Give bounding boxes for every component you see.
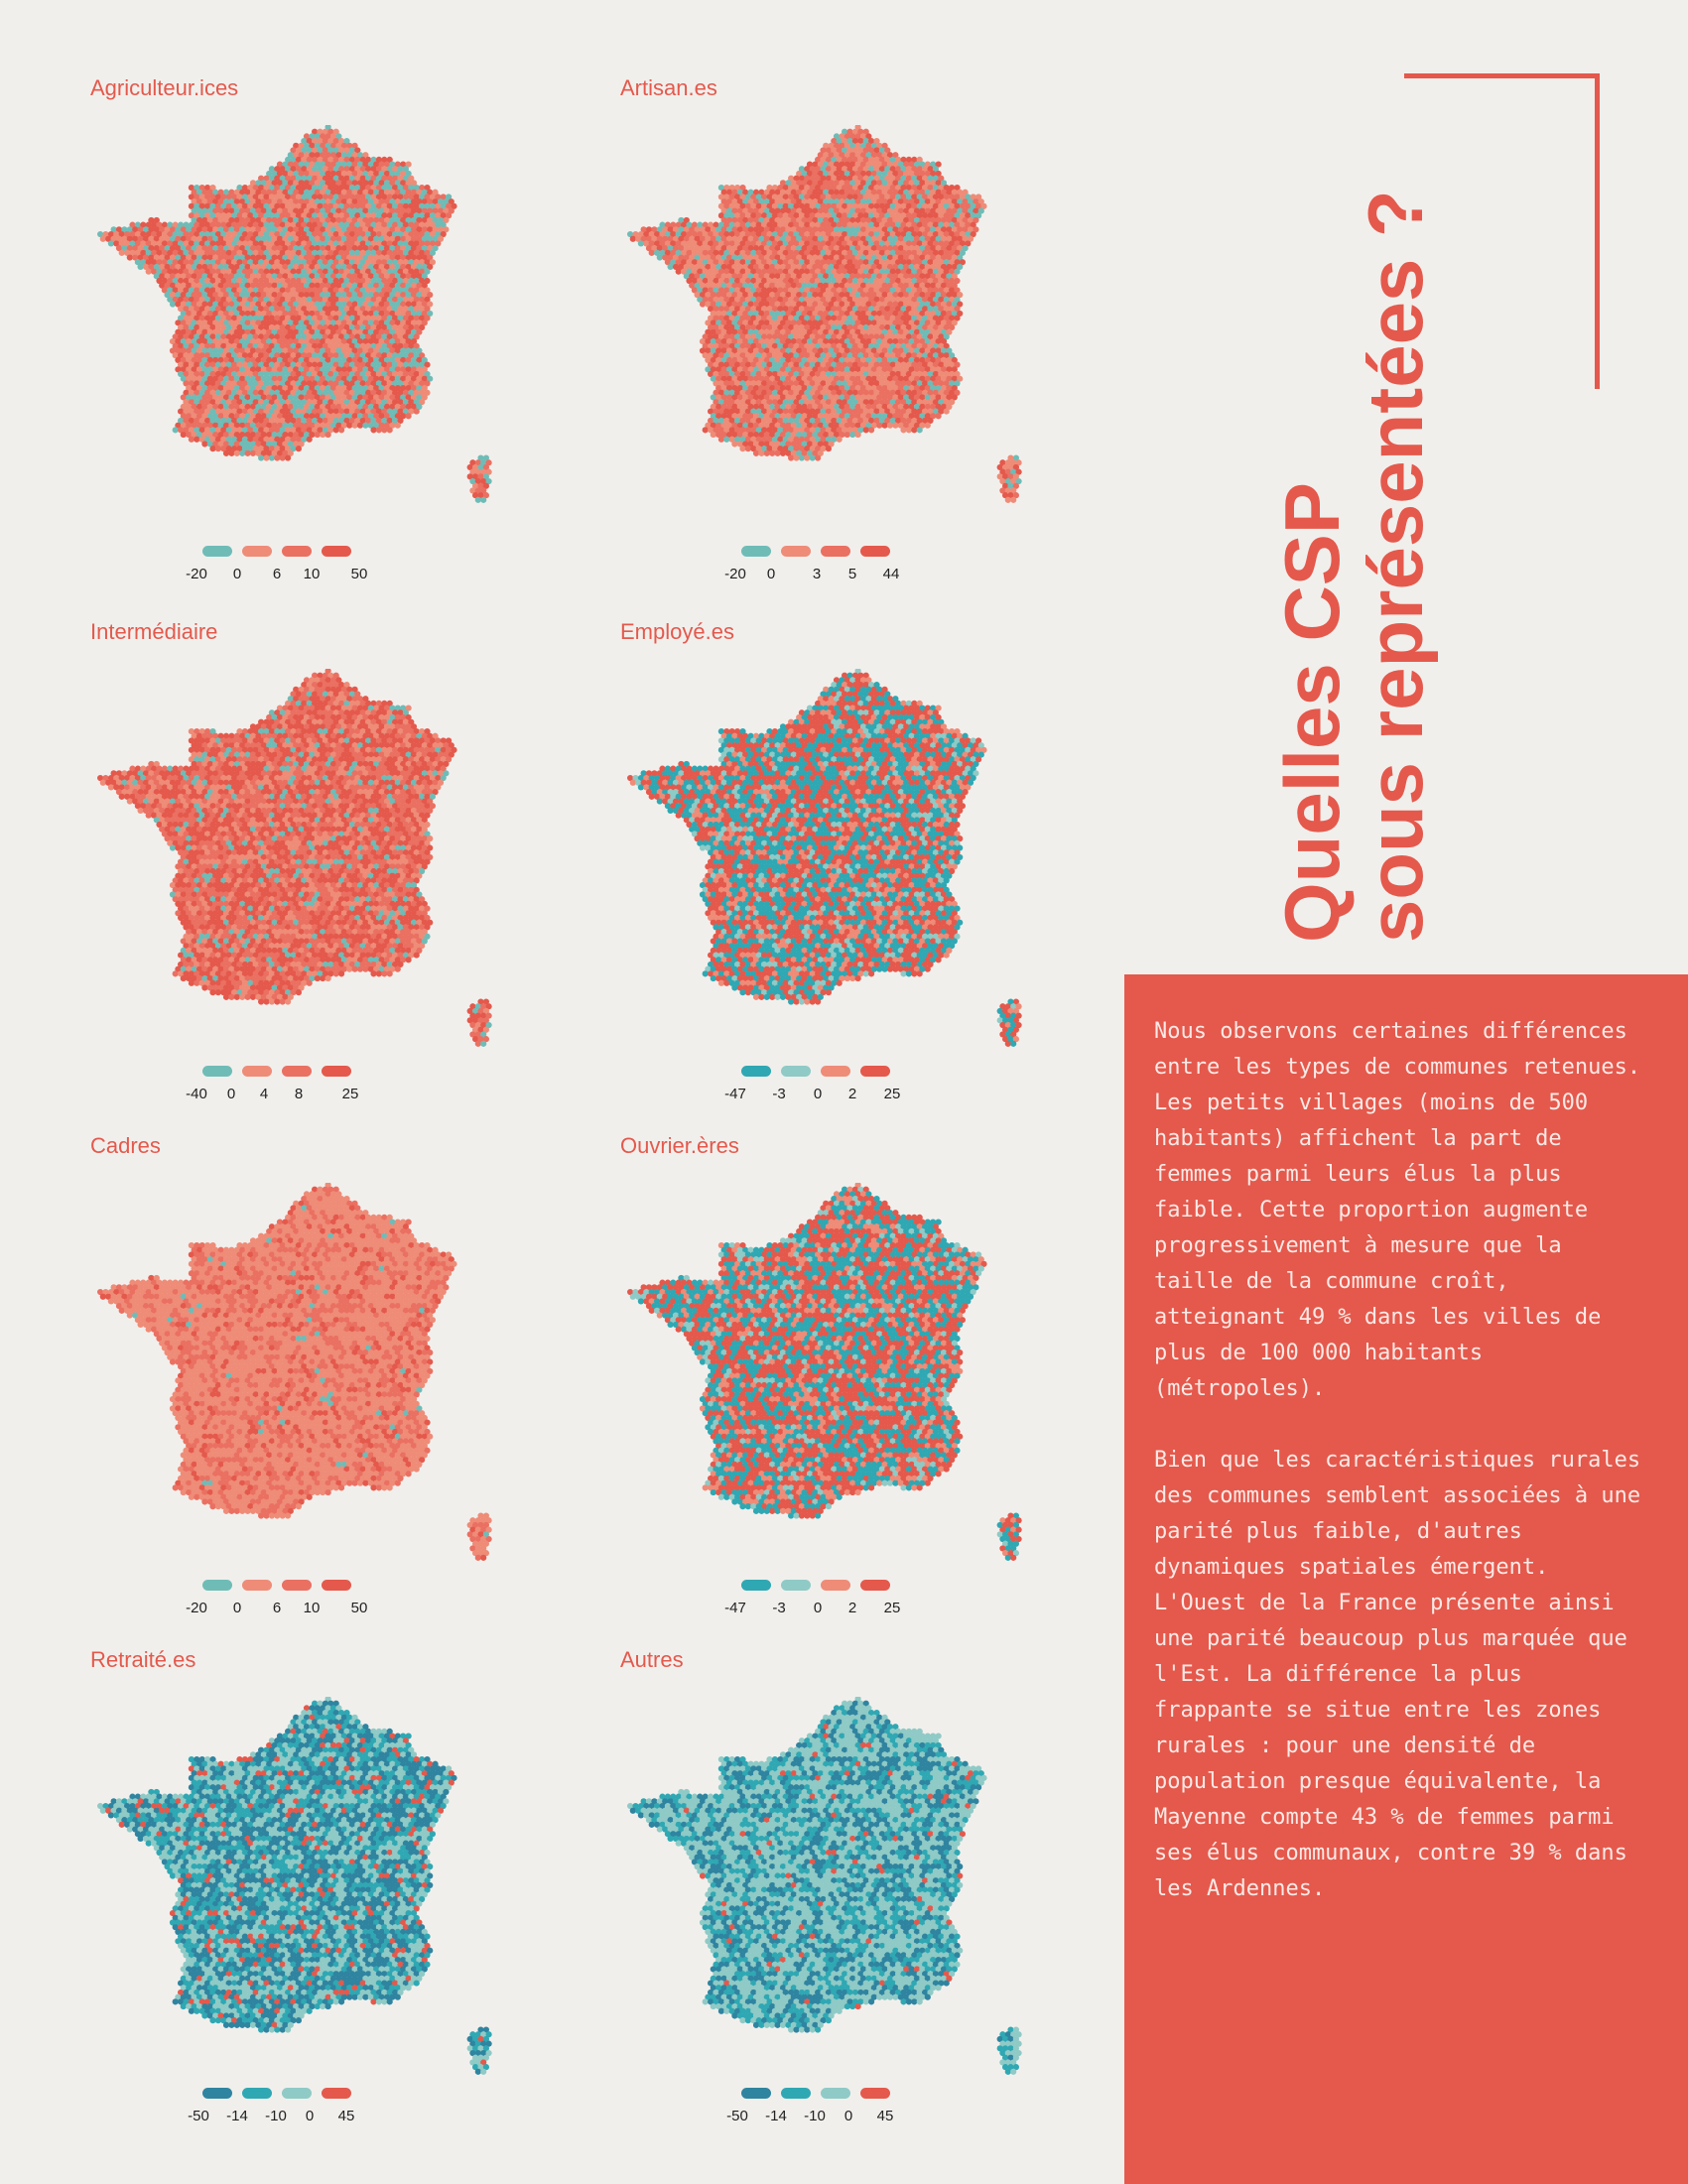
hex-cell	[668, 264, 674, 270]
hex-cell	[285, 454, 291, 460]
legend-tick: 0	[233, 566, 241, 582]
hex-cell	[250, 450, 256, 456]
hex-cell	[138, 264, 144, 270]
hex-cell	[387, 427, 393, 433]
legend-swatch	[282, 546, 312, 557]
hex-cell	[381, 427, 387, 433]
hex-cell	[173, 427, 179, 433]
hex-cell	[480, 497, 486, 503]
hex-cell	[700, 301, 706, 307]
hex-cell	[357, 423, 363, 429]
hex-cell	[676, 269, 682, 275]
hex-cell	[333, 427, 339, 433]
legend-tick: -20	[186, 566, 207, 582]
hex-cell	[194, 437, 199, 443]
hex-cell	[170, 301, 176, 307]
hex-cell	[362, 423, 368, 429]
hex-cell	[657, 254, 663, 260]
map-title: Agriculteur.ices	[90, 75, 238, 101]
hex-cell	[245, 450, 251, 456]
france-hex-map	[90, 125, 527, 552]
hex-cell	[296, 446, 302, 451]
hex-cell	[223, 450, 229, 456]
hex-cell	[414, 408, 420, 414]
hex-cell	[280, 454, 286, 460]
hex-cell	[146, 269, 152, 275]
hex-cell	[338, 427, 344, 433]
hex-cell	[346, 423, 352, 429]
hex-cell	[395, 423, 401, 429]
hex-cell	[239, 450, 245, 456]
hex-cell	[108, 240, 114, 246]
map-panel-agriculteurs	[90, 75, 606, 591]
hex-cell	[181, 432, 187, 438]
legend-swatch	[202, 546, 232, 557]
france-hex-map	[620, 125, 1057, 552]
hex-cell	[352, 423, 358, 429]
paragraph-2: Bien que les caractéristiques rurales des communes semblent associées à une parité plus faible, d'autres dynamiques spatiales émergent. L'Ouest de la France présente ainsi une parité beaucoup plus marquée que l'Est. La différence la plus frappante se situe entre les zones rurales : pour une densité de population presque équivalente, la Mayenne compte 43 % de femmes parmi ses élus communaux, contre 39 % dans les Ardennes.	[1154, 1443, 1650, 1907]
hex-cell	[320, 432, 325, 438]
legend-swatch	[322, 546, 351, 557]
legend-tick: 6	[273, 566, 281, 582]
hex-cell	[638, 240, 644, 246]
hex-cell	[234, 450, 240, 456]
hex-cell	[325, 432, 331, 438]
hex-cell	[630, 236, 636, 242]
map-panel-artisans	[620, 75, 1136, 591]
map-title: Artisan.es	[620, 75, 717, 101]
hex-cell	[370, 427, 376, 433]
hex-cell	[127, 254, 133, 260]
hex-cell	[269, 454, 275, 460]
hex-cell	[263, 454, 269, 460]
hex-cell	[475, 497, 481, 503]
hex-cell	[228, 450, 234, 456]
hex-cell	[258, 454, 264, 460]
headline-line-2: sous représentées ?	[1354, 50, 1437, 943]
corner-bracket-decoration	[1404, 73, 1600, 389]
paragraph-1: Nous observons certaines différences entre les types de communes retenues. Les petits villages (moins de 500 habitants) affichent la part de femmes parmi leurs élus la plus faible. Cette proportion augmente progressivement à mesure que la taille de la commune croît, atteignant 49 % dans les villes de plus de 100 000 habitants (métropoles).	[1154, 1014, 1650, 1407]
legend-tick: 10	[304, 566, 321, 582]
hex-cell	[315, 432, 321, 438]
legend-swatch	[242, 546, 272, 557]
hex-cell	[119, 250, 125, 256]
hex-cell	[274, 454, 280, 460]
legend-tick: 50	[351, 566, 368, 582]
hex-cell	[201, 441, 207, 447]
headline-line-1: Quelles CSP	[1270, 50, 1354, 943]
hex-cell	[376, 427, 382, 433]
hex-cell	[649, 250, 655, 256]
hex-cell	[406, 413, 412, 419]
hex-cell	[100, 236, 106, 242]
hex-cell	[307, 437, 313, 443]
hex-cell	[215, 446, 221, 451]
hex-cell	[189, 437, 195, 443]
text-panel	[1124, 974, 1688, 2184]
hex-cell	[209, 446, 215, 451]
